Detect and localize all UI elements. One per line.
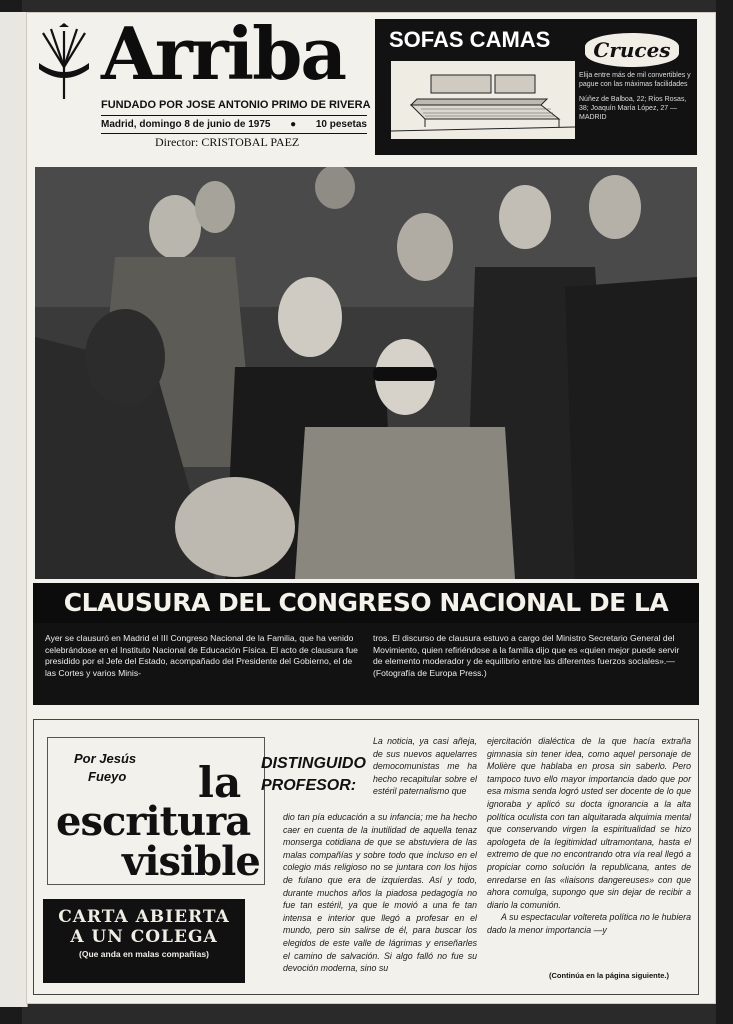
article-text-col2-body: ejercitación dialéctica de la que hacía extraña gimnasia sin tener idea, como aquel personaje de Molière que hablaba en prosa sin saberlo. Pero tampoco tuvo ello mayor importancia dado que por esa misma senda logró usted ser docente de lo que ignoraba y aplicó su docta ignorancia a la alta política oculista con tan alquitarada alquimia mental que conservando virgen la espiritualidad se hizo apologeta de la legitimidad ultramontana, hasta el extremo de que no encontrando otra vía real llegó a propiciar como solución la republicana, antes de enredarse en las «liaisons dangereuses» con que ahora comulga, supongo que sin dejar de recibir a diario la comunión. <box>487 736 691 910</box>
byline <box>74 750 136 786</box>
open-letter-line-2: A UN COLEGA <box>70 927 218 947</box>
photo-caption <box>33 623 699 705</box>
director-line: Director: CRISTOBAL PAEZ <box>155 135 300 149</box>
salutation-line-2: PROFESOR: <box>261 777 357 794</box>
column-title-la: la <box>198 758 242 807</box>
open-letter-box <box>43 899 245 983</box>
page-edge-shadow <box>716 0 733 1024</box>
newspaper-page <box>26 12 716 1004</box>
dateline-bullet: ● <box>290 119 297 130</box>
article-text-col2 <box>487 735 691 937</box>
caption-left: Ayer se clausuró en Madrid el III Congreso Nacional de la Familia, que ha venido celebrándose en el Instituto Nacional de Educación Física. El acto de clausura fue presidido por el Jefe del Estado, acompañado del Presidente del Gobierno, el de las Cortes y varios Minis- <box>45 633 358 678</box>
article-text-col1: dio tan pía educación a su infancia; me ha hecho caer en cuenta de la inutilidad de aquella tenaz monserga cotidiana de que se abstuviera de las malas compañías y sobre todo que incluso en el colegio más religioso no se juntara con los hijos de fulano que era de izquierdas. Así y todo, durante muchos años la piadosa pedagogía no fue tan estéril, ya que le movió a una fe tan intensa e interior que llegó a profesar en el mundo, pero sin salirse de él, para buscar los elegidos de este valle de lágrimas y enseñarles el camino de salvación. Si algo falló no fue su devoción moderna, sino su <box>283 812 477 974</box>
column-title-escritura: escritura <box>56 798 251 845</box>
ad-copy-addresses: Núñez de Balboa, 22; Ríos Rosas, 38; Joaquín María López, 27 — MADRID <box>579 96 687 121</box>
sofa-bed-illustration <box>391 61 575 139</box>
open-letter-line-1: CARTA ABIERTA <box>58 907 230 927</box>
continued-note: (Continúa en la página siguiente.) <box>549 971 670 980</box>
column-title-visible: visible <box>122 838 260 885</box>
main-headline: CLAUSURA DEL CONGRESO NACIONAL DE LA <box>33 583 699 623</box>
sofa-bed-advert <box>375 19 697 155</box>
open-letter-subtitle: (Que anda en malas compañías) <box>79 949 209 959</box>
ad-copy <box>579 71 695 128</box>
ad-brand-logo: Cruces <box>585 33 679 67</box>
masthead <box>35 11 375 157</box>
caption-right: tros. El discurso de clausura estuvo a cargo del Ministro Secretario General del Movimiento, quien refiriéndose a la familia dijo que es «quien mejor puede servir de elemento moderador y de equilibrio entre las diferentes fuerzos sociales».—(Fotografía de Europa Press.) <box>373 633 680 678</box>
byline-line-2: Fueyo <box>88 769 127 784</box>
previous-page-edge <box>0 12 28 1007</box>
column-title-box <box>47 737 265 885</box>
dateline-row <box>101 115 367 134</box>
price: 10 pesetas <box>315 119 367 130</box>
front-page-photo <box>35 167 697 579</box>
yoke-arrows-icon <box>35 23 93 103</box>
salutation <box>261 753 366 797</box>
byline-line-1: Por Jesús <box>74 751 137 766</box>
founded-by-line: FUNDADO POR JOSE ANTONIO PRIMO DE RIVERA <box>101 99 371 111</box>
newspaper-title: Arriba <box>101 11 346 96</box>
ad-headline: SOFAS CAMAS <box>389 27 551 52</box>
dateline: Madrid, domingo 8 de junio de 1975 <box>101 119 271 130</box>
article-text-top: La noticia, ya casi añeja, de sus nuevos aquelarres democomunistas me ha hecho recapitular sobre el estéril paternalismo que <box>373 736 477 797</box>
article-text-col2-end: A su espectacular voltereta política no le hubiera dado la menor importancia —y <box>487 912 691 935</box>
ad-copy-offer: Elija entre más de mil convertibles y pague con las máximas facilidades <box>579 72 691 88</box>
salutation-line-1: DISTINGUIDO <box>261 755 366 772</box>
